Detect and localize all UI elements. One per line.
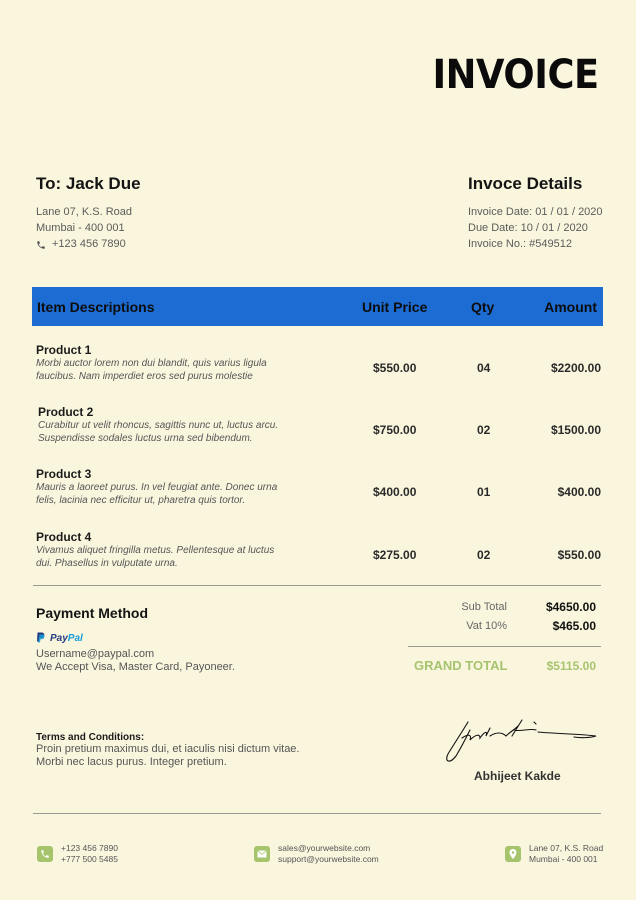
- item-name: Product 2: [38, 405, 94, 419]
- item-description-line2: felis, lacinia nec efficitur ut, pharetra quis tortor.: [36, 495, 246, 506]
- paypal-wordmark-pay: Pay: [50, 632, 68, 644]
- grand-total-label: GRAND TOTAL: [414, 658, 508, 673]
- footer-address: [505, 843, 603, 864]
- location-pin-icon: [505, 846, 521, 862]
- signer-name: Abhijeet Kakde: [474, 769, 561, 783]
- item-description-line1: Vivamus aliquet fringilla metus. Pellentesque at luctus: [36, 545, 275, 556]
- items-table-header: [32, 287, 603, 326]
- column-header-description: Item Descriptions: [37, 298, 155, 315]
- vat-value: $465.00: [552, 619, 596, 633]
- footer-phone: [37, 843, 118, 864]
- paypal-wordmark-pal: Pal: [67, 632, 83, 644]
- paypal-logo: [36, 632, 83, 644]
- terms-title: Terms and Conditions:: [36, 732, 145, 743]
- mail-icon: [254, 846, 270, 862]
- phone-icon: [36, 239, 46, 249]
- invoice-date: Invoice Date: 01 / 01 / 2020: [468, 206, 603, 218]
- table-row: [38, 405, 601, 465]
- item-amount: $550.00: [557, 548, 601, 562]
- due-date: Due Date: 10 / 01 / 2020: [468, 222, 588, 234]
- paypal-account: Username@paypal.com: [36, 648, 155, 660]
- invoice-number: Invoice No.: #549512: [468, 238, 572, 250]
- item-description-line1: Curabitur ut velit rhoncus, sagittis nunc ut, luctus arcu.: [38, 420, 279, 431]
- item-description-line2: faucibus. Nam imperdiet eros sed purus molestie: [36, 371, 253, 382]
- payment-method-title: Payment Method: [36, 605, 149, 621]
- item-unit-price: $550.00: [373, 361, 417, 375]
- vat-label: Vat 10%: [466, 620, 507, 632]
- item-description-line1: Mauris a laoreet purus. In vel feugiat ante. Donec urna: [36, 482, 278, 493]
- item-qty: 04: [477, 361, 491, 375]
- footer-address-line2: Mumbai - 400 001: [529, 853, 598, 864]
- item-name: Product 1: [36, 343, 92, 357]
- signature-image: [440, 712, 600, 767]
- recipient-title: To: Jack Due: [36, 174, 141, 193]
- terms-line2: Morbi nec lacus purus. Integer pretium.: [36, 756, 227, 768]
- grand-total-value: $5115.00: [546, 659, 596, 673]
- item-unit-price: $275.00: [373, 548, 417, 562]
- item-amount: $400.00: [557, 485, 601, 499]
- item-description-line2: dui. Phasellus in vulputate urna.: [36, 558, 178, 569]
- table-bottom-divider: [33, 585, 601, 586]
- totals-divider: [408, 646, 601, 647]
- column-header-unit-price: Unit Price: [362, 298, 428, 315]
- footer-address-line1: Lane 07, K.S. Road: [529, 843, 604, 853]
- invoice-title: INVOICE: [432, 52, 599, 98]
- recipient-address-line1: Lane 07, K.S. Road: [36, 206, 133, 218]
- footer-email-line2: support@yourwebsite.com: [278, 853, 379, 864]
- phone-icon: [37, 846, 53, 862]
- subtotal-value: $4650.00: [545, 600, 596, 614]
- footer-phone-line1: +123 456 7890: [61, 843, 118, 853]
- terms-line1: Proin pretium maximus dui, et iaculis nisi dictum vitae.: [36, 743, 300, 755]
- item-unit-price: $400.00: [373, 485, 417, 499]
- paypal-icon: [36, 632, 46, 644]
- item-qty: 02: [477, 423, 491, 437]
- item-qty: 01: [477, 485, 491, 499]
- table-row: [36, 343, 601, 403]
- recipient-phone-row: [36, 236, 141, 252]
- item-unit-price: $750.00: [373, 423, 417, 437]
- item-description-line1: Morbi auctor lorem non dui blandit, quis varius ligula: [36, 358, 267, 369]
- invoice-details-title: Invoce Details: [468, 174, 583, 193]
- accepted-payments: We Accept Visa, Master Card, Payoneer.: [36, 661, 235, 673]
- footer-email: [254, 843, 379, 864]
- recipient-phone: +123 456 7890: [52, 238, 126, 250]
- item-description-line2: Suspendisse sodales luctus urna sed bibendum.: [38, 433, 253, 444]
- footer-phone-line2: +777 500 5485: [61, 853, 118, 864]
- recipient-address-line2: Mumbai - 400 001: [36, 222, 125, 234]
- invoice-details-block: [468, 174, 603, 252]
- footer-divider: [33, 813, 601, 814]
- column-header-qty: Qty: [471, 298, 495, 315]
- paypal-wordmark: [50, 633, 83, 644]
- item-name: Product 4: [36, 530, 92, 544]
- item-qty: 02: [477, 548, 491, 562]
- item-amount: $1500.00: [550, 423, 601, 437]
- terms-block: [36, 732, 299, 769]
- table-row: [36, 467, 601, 527]
- recipient-block: [36, 174, 141, 252]
- item-name: Product 3: [36, 467, 92, 481]
- column-header-amount: Amount: [544, 298, 597, 315]
- table-row: [36, 530, 601, 590]
- subtotal-label: Sub Total: [461, 601, 507, 613]
- footer-email-line1: sales@yourwebsite.com: [278, 843, 371, 853]
- item-amount: $2200.00: [550, 361, 601, 375]
